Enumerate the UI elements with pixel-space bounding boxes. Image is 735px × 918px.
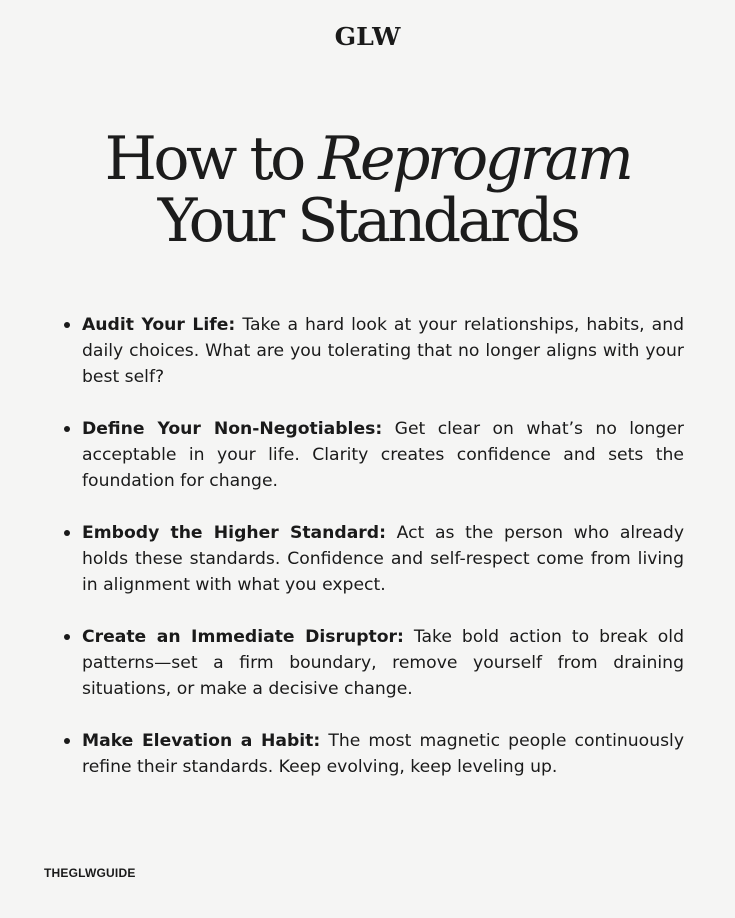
title-plain-text: How to [104, 124, 319, 194]
bullet-icon [64, 426, 70, 432]
title-italic-text: Reprogram [318, 124, 631, 194]
tip-body: Take bold action to break old patterns—set a firm boundary, remove yourself from draining situations, or make a decisive change. [82, 627, 684, 699]
brand-logo: GLW [334, 22, 401, 51]
title-line-1 [0, 124, 735, 194]
brand-handle: THEGLWGUIDE [44, 866, 136, 880]
bullet-icon [64, 322, 70, 328]
tip-body: Get clear on what’s no longer acceptable in your life. Clarity creates confidence and sets the foundation for change. [82, 419, 684, 491]
tip-lead: Audit Your Life: [82, 315, 236, 335]
bullet-icon [64, 634, 70, 640]
tip-lead: Define Your Non-Negotiables: [82, 419, 383, 439]
tip-lead: Embody the Higher Standard: [82, 523, 386, 543]
list-item [62, 728, 684, 780]
page-title [0, 124, 735, 256]
title-line-2: Your Standards [157, 186, 578, 256]
bullet-icon [64, 530, 70, 536]
bullet-icon [64, 738, 70, 744]
tip-body: Act as the person who already holds these standards. Confidence and self-respect come from living in alignment with what you expect. [82, 523, 685, 595]
tip-body: Take a hard look at your relationships, habits, and daily choices. What are you tolerating that no longer aligns with your best self? [82, 315, 684, 387]
tip-lead: Make Elevation a Habit: [82, 731, 321, 751]
list-item [62, 624, 684, 702]
tip-lead: Create an Immediate Disruptor: [82, 627, 404, 647]
list-item [62, 312, 684, 390]
tips-list [62, 312, 684, 806]
list-item [62, 416, 684, 494]
list-item [62, 520, 684, 598]
tip-body: The most magnetic people continuously refine their standards. Keep evolving, keep leveling up. [82, 731, 684, 777]
